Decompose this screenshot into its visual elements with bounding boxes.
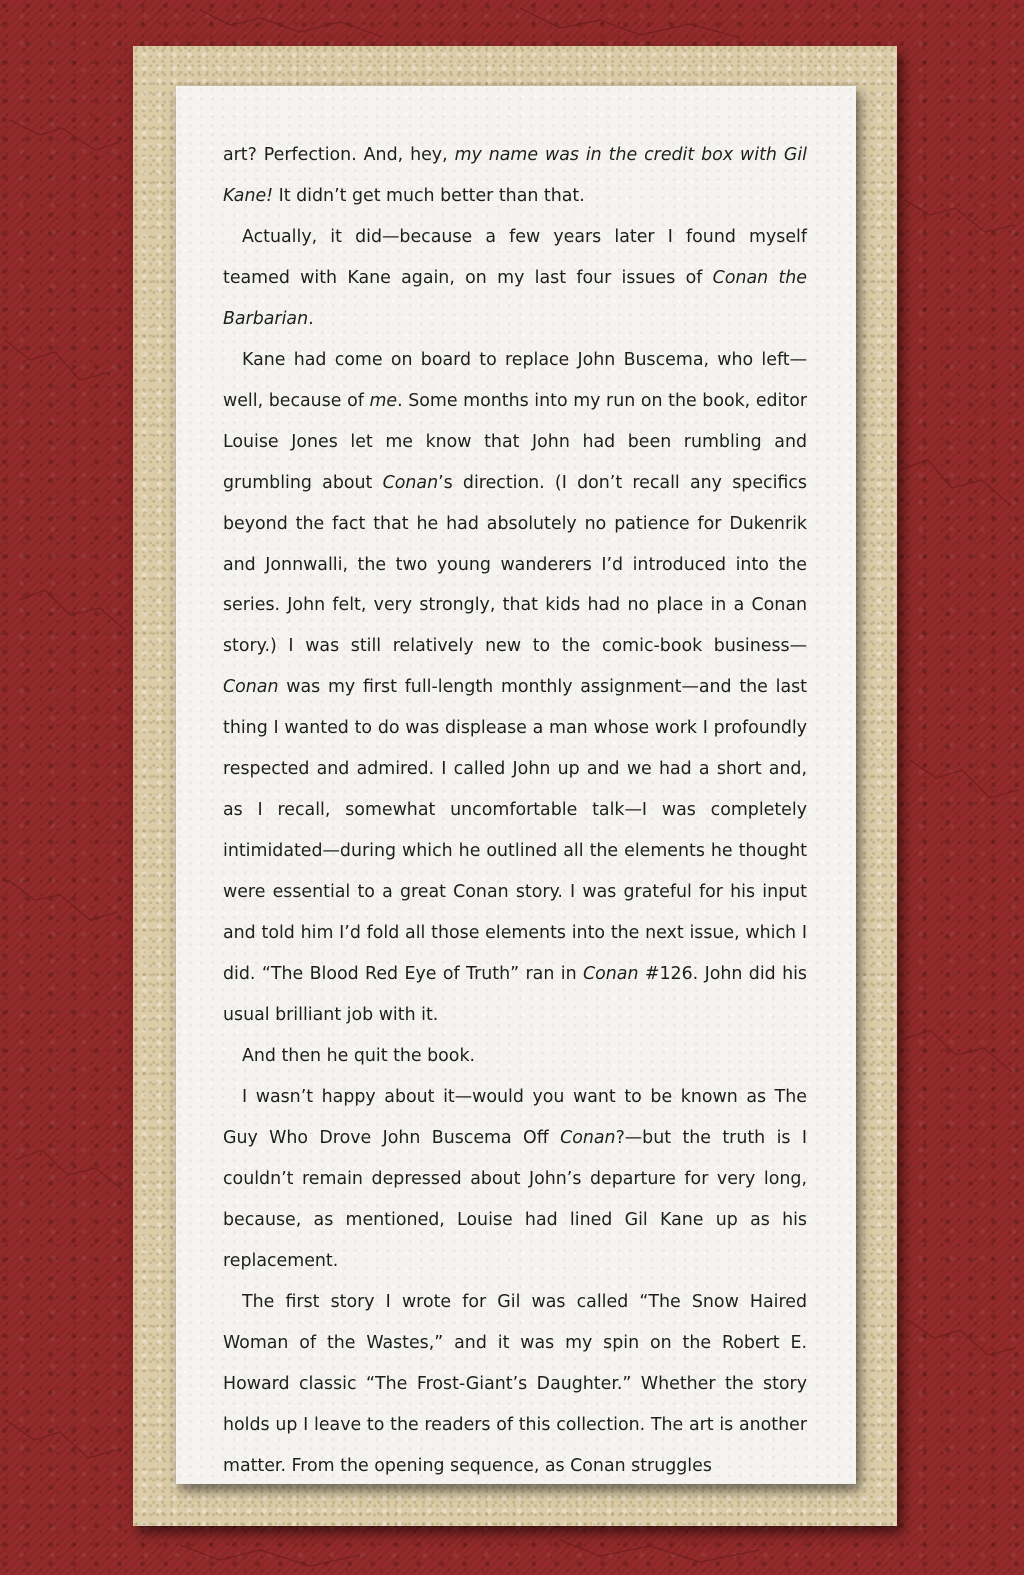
paragraph-3 [223,340,807,1036]
text-segment: It didn’t get much better than that. [273,185,585,206]
text-segment: And then he quit the book. [242,1045,476,1066]
paragraph-6 [223,1282,807,1487]
text-segment-italic: Conan [223,677,279,698]
text-segment-italic: Conan [583,964,639,985]
text-segment: . [308,308,314,329]
text-segment: ?—but the truth is I couldn’t remain depressed about John’s departure for very long, because, as mentioned, Louise had lined Gil Kane up as his replacement. [223,1127,807,1271]
text-segment: was my first full-length monthly assignment—and the last thing I wanted to do was displease a man whose work I profoundly respected and admired. I called John up and we had a short and, as I recall, somewhat uncomfortable talk—I was completely intimidated—during which he outlined all the elements he thought were essential to a great Conan story. I was grateful for his input and told him I’d fold all those elements into the next issue, which I did. “The Blood Red Eye of Truth” ran in [223,677,807,985]
text-segment-italic: Conan [382,472,439,493]
text-segment-italic: me [369,390,398,411]
text-segment: Actually, it did—because a few years later I found myself teamed with Kane again, on my last four issues of [223,226,807,288]
text-segment: ’s direction. (I don’t recall any specifics beyond the fact that he had absolutely no patience for Dukenrik and Jonnwalli, the two young wanderers I’d introduced into the series. John felt, very strongly, that kids had no place in a Conan story.) I was still relatively new to the comic-book business— [223,472,807,657]
text-segment: art? Perfection. And, hey, [223,145,455,165]
text-segment: I wasn’t happy about it—would you want to be known as The Guy Who Drove John Buscema Off [223,1086,807,1148]
inner-text-panel [176,86,856,1484]
text-segment-italic: Conan the Barbarian [223,267,807,329]
text-segment: Kane had come on board to replace John Buscema, who left—well, because of [223,349,807,411]
article-text-column [223,135,807,1486]
paragraph-2 [223,217,807,340]
paragraph-1 [223,135,807,217]
text-segment-italic: my name was in the credit box with Gil Kane! [223,145,808,206]
text-segment: . Some months into my run on the book, editor Louise Jones let me know that John had been rumbling and grumbling about [223,390,807,493]
paragraph-5 [223,1077,807,1282]
paragraph-4 [223,1036,807,1077]
text-segment: #126. John did his usual brilliant job with it. [223,964,807,1026]
text-segment-italic: Conan [560,1127,616,1148]
text-segment: The first story I wrote for Gil was called “The Snow Haired Woman of the Wastes,” and it was my spin on the Robert E. Howard classic “The Frost-Giant’s Daughter.” Whether the story holds up I leave to the readers of this collection. The art is another matter. From the opening sequence, as Conan struggles [223,1291,807,1476]
